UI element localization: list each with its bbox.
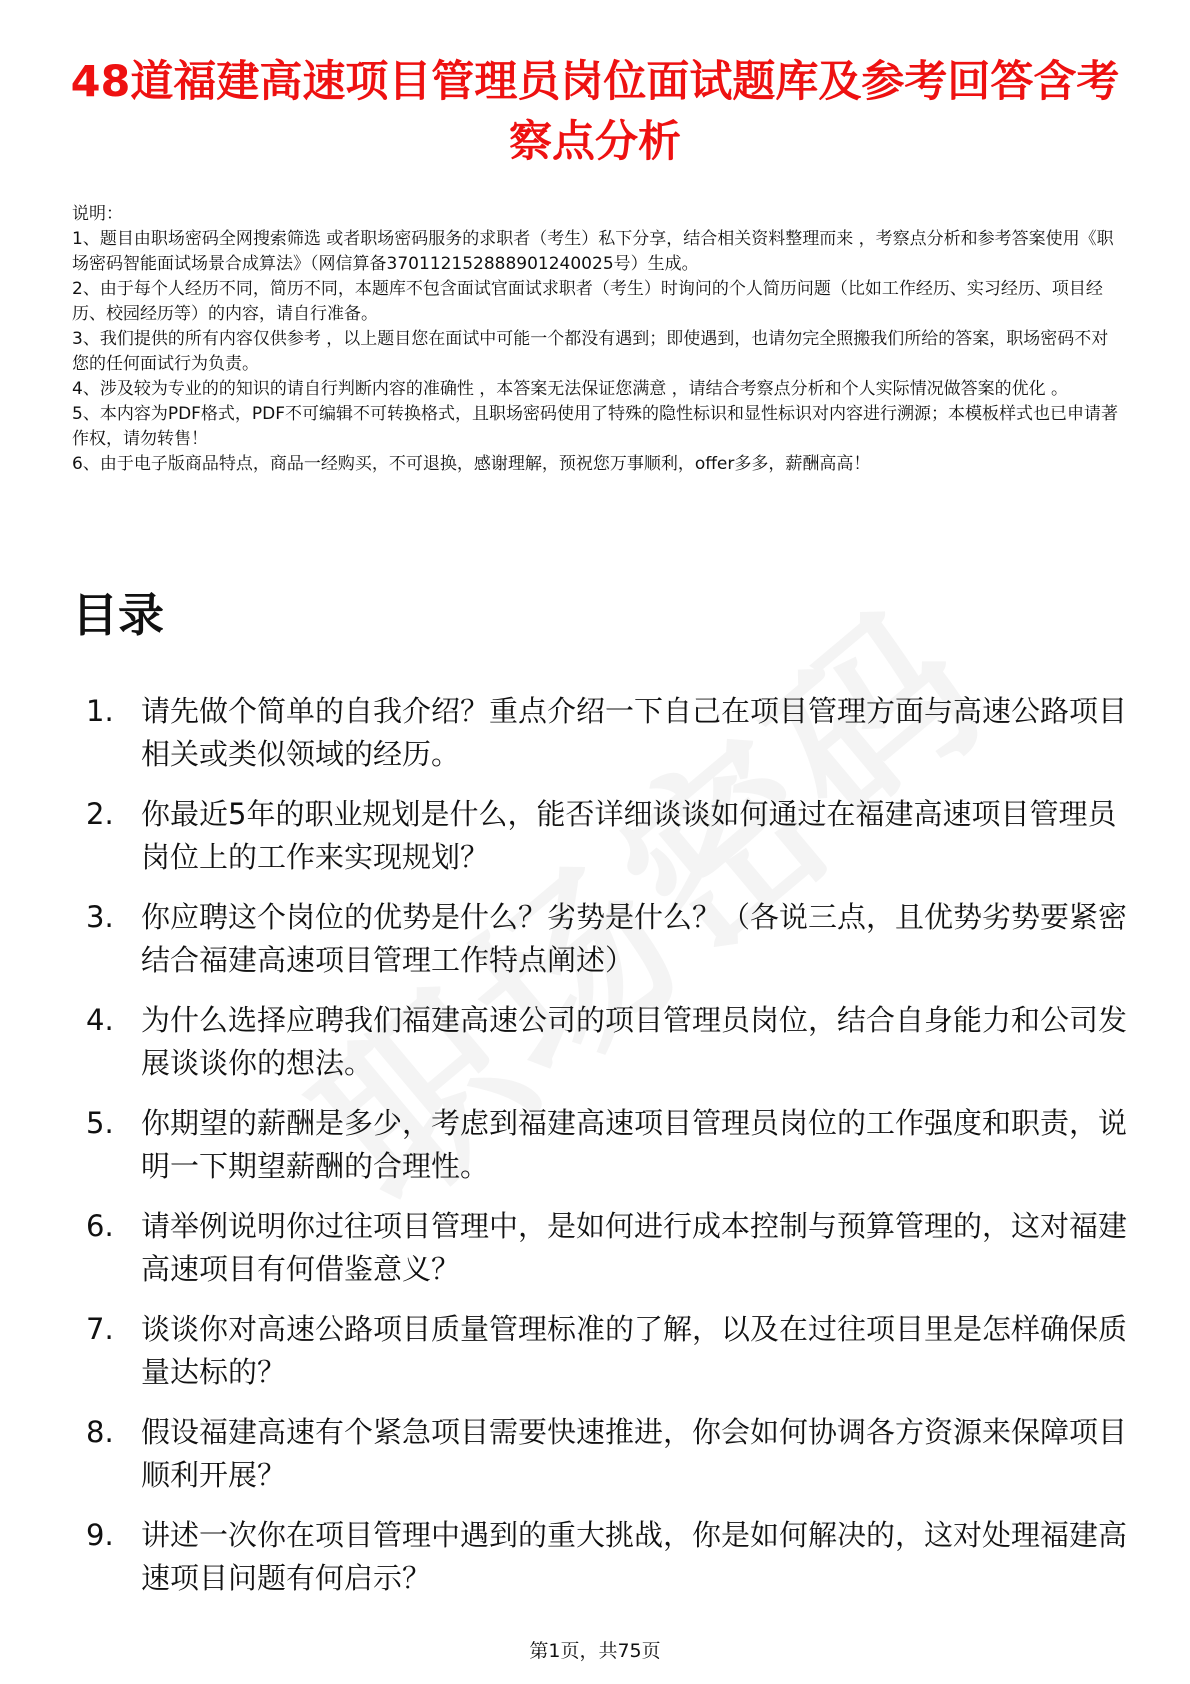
toc-item-text: 讲述一次你在项目管理中遇到的重大挑战，你是如何解决的，这对处理福建高速项目问题有何启示？ (141, 1518, 1128, 1595)
toc-item-number: 4. (86, 1003, 114, 1037)
note-item: 5、本内容为PDF格式，PDF不可编辑不可转换格式，且职场密码使用了特殊的隐性标识和显性标识对内容进行溯源；本模板样式也已申请著作权，请勿转售！ (72, 404, 1119, 449)
toc-heading: 目录 (72, 588, 164, 642)
toc-item-number: 3. (86, 900, 114, 934)
toc-item[interactable] (72, 793, 1132, 879)
toc-item-number: 2. (86, 797, 114, 831)
note-item: 6、由于电子版商品特点，商品一经购买，不可退换，感谢理解，预祝您万事顺利，offer多多，薪酬高高！ (72, 454, 871, 474)
document-title: 48道福建高速项目管理员岗位面试题库及参考回答含考察点分析 (70, 57, 1120, 167)
toc-item[interactable] (72, 1514, 1132, 1600)
toc-item-number: 8. (86, 1415, 114, 1449)
toc-item-text: 假设福建高速有个紧急项目需要快速推进，你会如何协调各方资源来保障项目顺利开展？ (141, 1415, 1128, 1492)
note-item: 1、题目由职场密码全网搜索筛选 或者职场密码服务的求职者（考生）私下分享，结合相关资料整理而来 ，考察点分析和参考答案使用《职场密码智能面试场景合成算法》（网信算备370112152888901240025号）生成。 (72, 229, 1114, 274)
toc-item-number: 1. (86, 694, 114, 728)
toc-item-number: 6. (86, 1209, 114, 1243)
toc-item-text: 请举例说明你过往项目管理中，是如何进行成本控制与预算管理的，这对福建高速项目有何借鉴意义？ (141, 1209, 1128, 1286)
toc-item[interactable] (72, 999, 1132, 1085)
note-item: 4、涉及较为专业的的知识的请自行判断内容的准确性 ，本答案无法保证您满意 ，请结合考察点分析和个人实际情况做答案的优化 。 (72, 379, 1069, 399)
toc-item-text: 你最近5年的职业规划是什么，能否详细谈谈如何通过在福建高速项目管理员岗位上的工作来实现规划？ (141, 797, 1117, 874)
page-footer: 第1页，共75页 (529, 1640, 661, 1662)
notes-label: 说明： (72, 204, 123, 224)
toc-item-number: 5. (86, 1106, 114, 1140)
toc-item-text: 你应聘这个岗位的优势是什么？劣势是什么？（各说三点，且优势劣势要紧密结合福建高速项目管理工作特点阐述） (141, 900, 1128, 977)
toc-item[interactable] (72, 1205, 1132, 1291)
toc-list (72, 690, 1132, 1617)
toc-item-text: 谈谈你对高速公路项目质量管理标准的了解，以及在过往项目里是怎样确保质量达标的？ (141, 1312, 1128, 1389)
toc-item[interactable] (72, 1411, 1132, 1497)
note-item: 3、我们提供的所有内容仅供参考 ，以上题目您在面试中可能一个都没有遇到；即使遇到，也请勿完全照搬我们所给的答案，职场密码不对您的任何面试行为负责。 (72, 329, 1109, 374)
note-item: 2、由于每个人经历不同，简历不同，本题库不包含面试官面试求职者（考生）时询问的个人简历问题（比如工作经历、实习经历、项目经历、校园经历等）的内容，请自行准备。 (72, 279, 1103, 324)
notes-section (72, 202, 1122, 477)
toc-item-text: 为什么选择应聘我们福建高速公司的项目管理员岗位，结合自身能力和公司发展谈谈你的想法。 (141, 1003, 1128, 1080)
toc-item-number: 9. (86, 1518, 114, 1552)
toc-item[interactable] (72, 896, 1132, 982)
toc-item[interactable] (72, 1102, 1132, 1188)
toc-item[interactable] (72, 1308, 1132, 1394)
toc-item-text: 请先做个简单的自我介绍？重点介绍一下自己在项目管理方面与高速公路项目相关或类似领域的经历。 (141, 694, 1128, 771)
toc-item[interactable] (72, 690, 1132, 776)
toc-item-text: 你期望的薪酬是多少，考虑到福建高速项目管理员岗位的工作强度和职责，说明一下期望薪酬的合理性。 (141, 1106, 1128, 1183)
toc-item-number: 7. (86, 1312, 114, 1346)
